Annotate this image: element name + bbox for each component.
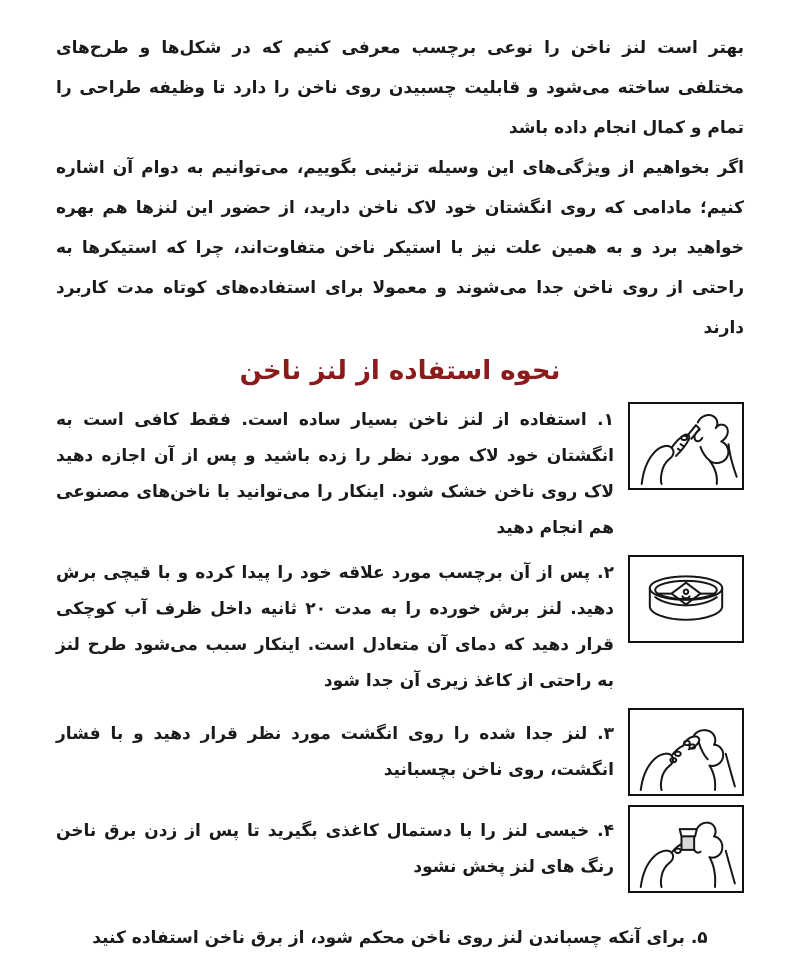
intro-paragraph-2: اگر بخواهیم از ویژگی‌های این وسیله تزئینی بگوییم، می‌توانیم به دوام آن اشاره کنیم؛ مادامی که روی انگشتان خود لاک ناخن دارید، از حضور این لنزها هم بهره خواهید برد و به همین علت نیز با استیکر ناخن متفاوت‌اند، چرا که استیکرها به راحتی از روی ناخن جدا می‌شوند و معمولا برای استفاده‌های کوتاه مدت کاربرد دارند [56,158,744,338]
hands-applying-polish-icon [634,408,738,484]
step-row-2 [56,555,744,699]
step-5-text: ۵. برای آنکه چسباندن لنز روی ناخن محکم شود، از برق ناخن استفاده کنید [92,928,708,948]
water-dish-with-lens-icon [634,561,738,637]
step-3-illustration-frame [628,708,744,796]
step-row-3 [56,708,744,796]
step-4-illustration-frame [628,805,744,893]
page-title: نحوه استفاده از لنز ناخن [239,356,561,386]
step-4-text: ۴. خیسی لنز را با دستمال کاغذی بگیرید تا پس از زدن برق ناخن رنگ های لنز پخش نشود [56,821,614,877]
step-row-1 [56,402,744,546]
hands-with-tissue-icon [634,811,738,887]
step-1-text: ۱. استفاده از لنز ناخن بسیار ساده است. فقط کافی است به انگشتان خود لاک مورد نظر را زده باشید و پس از آن اجازه دهید لاک روی ناخن خشک شود. اینکار را می‌توانید با ناخن‌های مصنوعی هم انجام دهید [56,410,614,538]
intro-section [56,28,744,348]
step-2-illustration-frame [628,555,744,643]
step-1-illustration-frame [628,402,744,490]
step-2-text: ۲. پس از آن برچسب مورد علاقه خود را پیدا کرده و با قیچی برش دهید. لنز برش خورده را به مدت ۲۰ ثانیه داخل ظرف آب کوچکی قرار دهید که دمای آن متعادل است. اینکار سبب می‌شود طرح لنز به راحتی از کاغذ زیری آن جدا شود [56,563,614,691]
step-row-4 [56,805,744,893]
step-3-text: ۳. لنز جدا شده را روی انگشت مورد نظر قرار دهید و با فشار انگشت، روی ناخن بچسبانید [56,724,614,780]
intro-paragraph-1: بهتر است لنز ناخن را نوعی برچسب معرفی کنیم که در شکل‌ها و طرح‌های مختلفی ساخته می‌شود و قابلیت چسبیدن روی ناخن را دارد تا وظیفه طراحی را تمام و کمال انجام داده باشد [56,38,744,138]
hands-pressing-lens-icon [634,714,738,790]
